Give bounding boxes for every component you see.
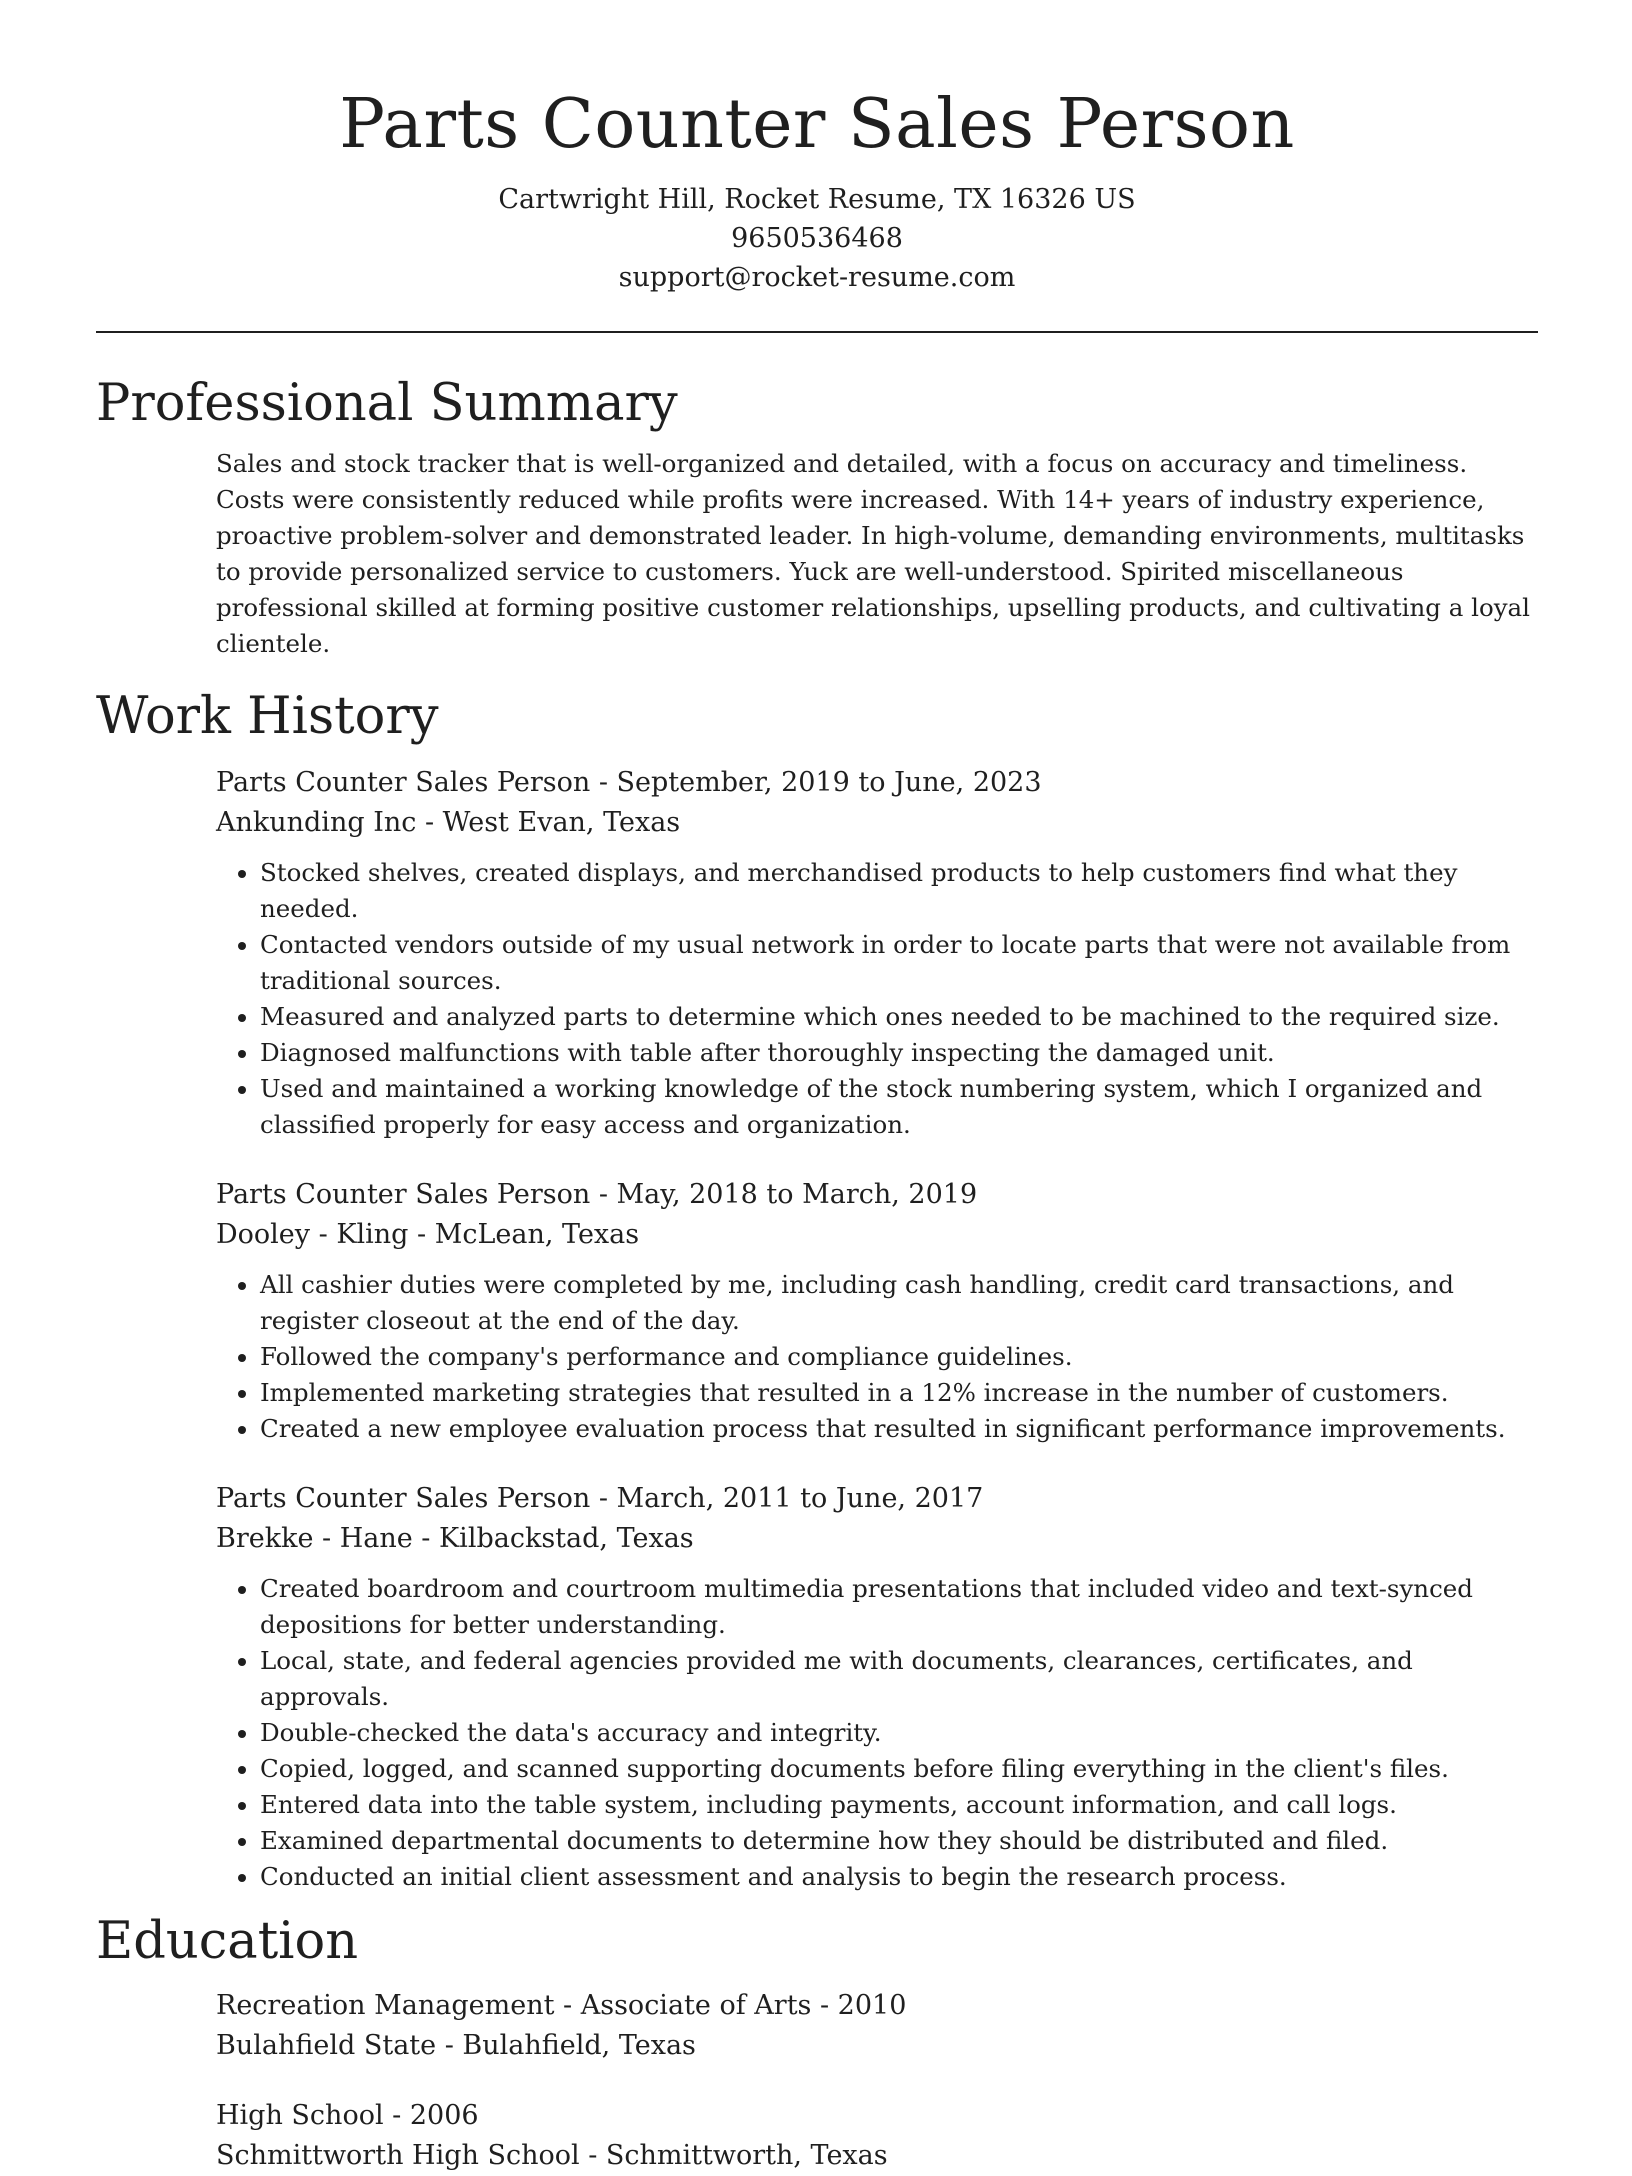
job-bullet: • Copied, logged, and scanned supporting documents before filing everything in the client's files. (260, 1751, 1538, 1787)
contact-email: support@rocket-resume.com (618, 261, 1016, 293)
job-bullet: • Created a new employee evaluation process that resulted in significant performance improvements. (260, 1411, 1538, 1447)
job-bullet: • Created boardroom and courtroom multimedia presentations that included video and text-synced depositions for better understanding. (260, 1571, 1538, 1643)
job-bullet: • All cashier duties were completed by me, including cash handling, credit card transactions, and register closeout at the end of the day. (260, 1267, 1538, 1339)
job-employer: Ankunding Inc - West Evan, Texas (216, 806, 681, 838)
job-bullet: • Double-checked the data's accuracy and integrity. (260, 1715, 1538, 1751)
resume-header (96, 0, 1538, 297)
job-heading: Parts Counter Sales Person - May, 2018 to March, 2019 (216, 1178, 978, 1210)
job-bullet: • Examined departmental documents to determine how they should be distributed and filed. (260, 1823, 1538, 1859)
contact-block (96, 180, 1538, 297)
job-bullet: • Local, state, and federal agencies provided me with documents, clearances, certificates, and approvals. (260, 1643, 1538, 1715)
job-bullet: • Followed the company's performance and compliance guidelines. (260, 1339, 1538, 1375)
job-bullet: • Implemented marketing strategies that resulted in a 12% increase in the number of customers. (260, 1375, 1538, 1411)
job-heading: Parts Counter Sales Person - September, 2019 to June, 2023 (216, 766, 1042, 798)
candidate-name: Parts Counter Sales Person (339, 85, 1295, 164)
education-entry (216, 1986, 1538, 2066)
job-bullets (216, 1571, 1538, 1895)
header-divider (96, 331, 1538, 333)
job-entry (216, 763, 1538, 1143)
job-bullet: • Entered data into the table system, including payments, account information, and call logs. (260, 1787, 1538, 1823)
education-entry (216, 2096, 1538, 2176)
job-entry (216, 1175, 1538, 1447)
resume-page (96, 0, 1538, 2176)
summary-text: Sales and stock tracker that is well-organized and detailed, with a focus on accuracy and timeliness. Costs were consistently reduced while profits were increased. With 14+ years of industry experience, proactive problem-solver and demonstrated leader. In high-volume, demanding environments, multitasks to provide personalized service to customers. Yuck are well-understood. Spirited miscellaneous professional skilled at forming positive customer relationships, upselling products, and cultivating a loyal clientele. (216, 448, 1531, 658)
job-employer: Brekke - Hane - Kilbackstad, Texas (216, 1522, 694, 1554)
job-bullet: • Used and maintained a working knowledge of the stock numbering system, which I organized and classified properly for easy access and organization. (260, 1071, 1538, 1143)
job-bullet: • Stocked shelves, created displays, and merchandised products to help customers find what they needed. (260, 855, 1538, 927)
education-school: Bulahfield State - Bulahfield, Texas (216, 2030, 696, 2062)
summary-heading: Professional Summary (96, 373, 678, 433)
contact-address: Cartwright Hill, Rocket Resume, TX 16326 US (498, 183, 1136, 215)
education-list (216, 1986, 1538, 2176)
job-heading: Parts Counter Sales Person - March, 2011 to June, 2017 (216, 1482, 984, 1514)
education-degree: Recreation Management - Associate of Arts - 2010 (216, 1990, 907, 2022)
contact-phone: 9650536468 (731, 222, 903, 254)
education-degree: High School - 2006 (216, 2100, 479, 2132)
job-bullet: • Diagnosed malfunctions with table after thoroughly inspecting the damaged unit. (260, 1035, 1538, 1071)
job-bullet: • Measured and analyzed parts to determine which ones needed to be machined to the required size. (260, 999, 1538, 1035)
education-heading: Education (96, 1911, 359, 1971)
work-history-heading: Work History (96, 686, 439, 746)
job-bullets (216, 855, 1538, 1143)
education-school: Schmittworth High School - Schmittworth, Texas (216, 2140, 888, 2172)
job-employer: Dooley - Kling - McLean, Texas (216, 1218, 640, 1250)
job-bullets (216, 1267, 1538, 1447)
job-bullet: • Conducted an initial client assessment and analysis to begin the research process. (260, 1859, 1538, 1895)
work-history-list (216, 763, 1538, 1895)
job-entry (216, 1479, 1538, 1895)
job-bullet: • Contacted vendors outside of my usual network in order to locate parts that were not available from traditional sources. (260, 927, 1538, 999)
